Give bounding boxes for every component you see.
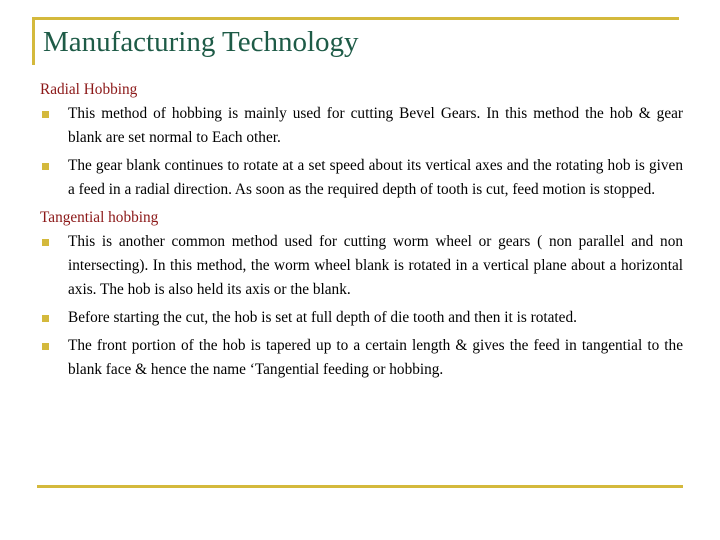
square-bullet-icon xyxy=(42,163,49,170)
slide-title: Manufacturing Technology xyxy=(43,26,359,58)
bullet-item xyxy=(40,334,683,382)
bullet-text: This is another common method used for cutting worm wheel or gears ( non parallel and non intersecting). In this method, the worm wheel blank is rotated in a vertical plane about a horizontal axis. The hob is also held its axis or the blank. xyxy=(68,233,683,298)
square-bullet-icon xyxy=(42,343,49,350)
bullet-text: The front portion of the hob is tapered up to a certain length & gives the feed in tangential to the blank face & hence the name ‘Tangential feeding or hobbing. xyxy=(68,337,683,378)
bullet-text: Before starting the cut, the hob is set at full depth of die tooth and then it is rotated. xyxy=(68,309,577,326)
bullet-text: The gear blank continues to rotate at a set speed about its vertical axes and the rotating hob is given a feed in a radial direction. As soon as the required depth of tooth is cut, feed motion is stopped. xyxy=(68,157,683,198)
frame-bottom-rule xyxy=(37,485,683,488)
frame-top-rule xyxy=(32,17,679,20)
section-heading-radial-hobbing: Radial Hobbing xyxy=(40,81,138,98)
slide-content xyxy=(40,78,683,386)
bullet-item xyxy=(40,154,683,202)
bullet-item xyxy=(40,102,683,150)
bullet-item xyxy=(40,230,683,302)
square-bullet-icon xyxy=(42,239,49,246)
bullet-text: This method of hobbing is mainly used for cutting Bevel Gears. In this method the hob & gear blank are set normal to Each other. xyxy=(68,105,683,146)
square-bullet-icon xyxy=(42,315,49,322)
square-bullet-icon xyxy=(42,111,49,118)
bullet-item xyxy=(40,306,683,330)
frame-left-rule xyxy=(32,17,35,65)
section-heading-tangential-hobbing: Tangential hobbing xyxy=(40,209,159,226)
